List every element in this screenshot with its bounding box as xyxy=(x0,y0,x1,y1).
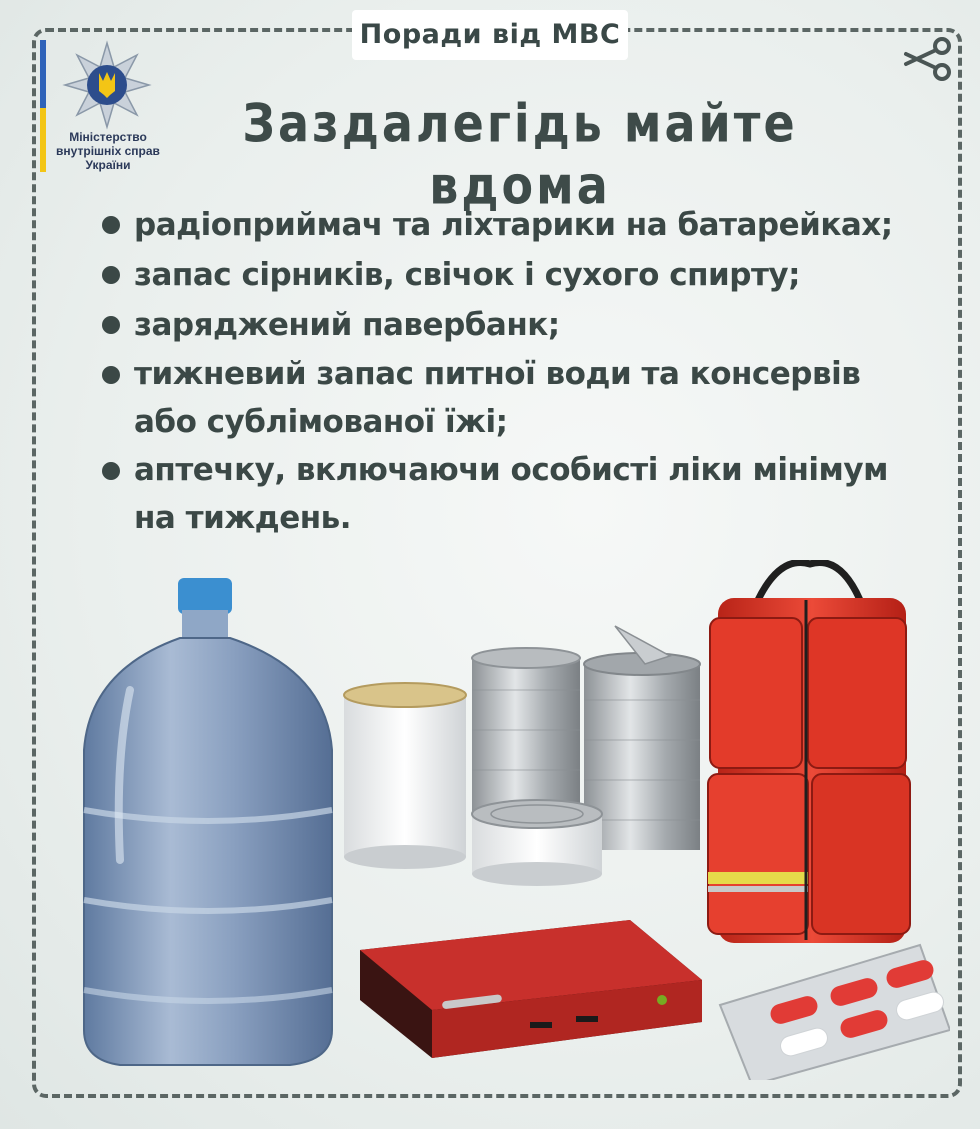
ministry-name-line1: Міністерство xyxy=(69,130,147,144)
flag-stripe-blue xyxy=(40,40,46,108)
supply-list xyxy=(100,200,920,542)
list-item xyxy=(100,250,920,300)
supplies-illustration xyxy=(70,560,950,1080)
ministry-name-line3: України xyxy=(85,158,131,172)
page-title: Заздалегідь майте вдома xyxy=(242,92,798,217)
list-item xyxy=(100,350,920,446)
ministry-logo xyxy=(50,40,170,180)
flag-stripe-yellow xyxy=(40,108,46,172)
bullet-icon xyxy=(102,366,120,384)
pill-blister xyxy=(720,945,950,1080)
header-badge: Поради від МВС xyxy=(352,10,628,60)
bullet-icon xyxy=(102,462,120,480)
short-tin xyxy=(472,800,602,886)
bullet-icon xyxy=(102,216,120,234)
list-item-text: заряджений павербанк; xyxy=(134,307,560,343)
scissors-icon xyxy=(902,34,958,84)
bullet-icon xyxy=(102,266,120,284)
list-item xyxy=(100,200,920,250)
power-bank xyxy=(360,920,702,1058)
list-item-text: запас сірників, свічок і сухого спирту; xyxy=(134,257,801,293)
white-can xyxy=(344,683,466,869)
list-item-text: аптечку, включаючи особисті ліки мінімум на тиждень. xyxy=(134,452,888,536)
water-bottle xyxy=(84,578,332,1065)
first-aid-backpack xyxy=(708,563,910,944)
list-item-text: радіоприймач та ліхтарики на батарейках; xyxy=(134,207,893,243)
list-item xyxy=(100,446,920,542)
ministry-name-line2: внутрішніх справ xyxy=(56,144,160,158)
list-item-text: тижневий запас питної води та консервів або сублімованої їжі; xyxy=(134,356,861,440)
mvs-star-emblem xyxy=(62,40,152,130)
bullet-icon xyxy=(102,316,120,334)
ministry-name xyxy=(50,130,166,172)
list-item xyxy=(100,300,920,350)
